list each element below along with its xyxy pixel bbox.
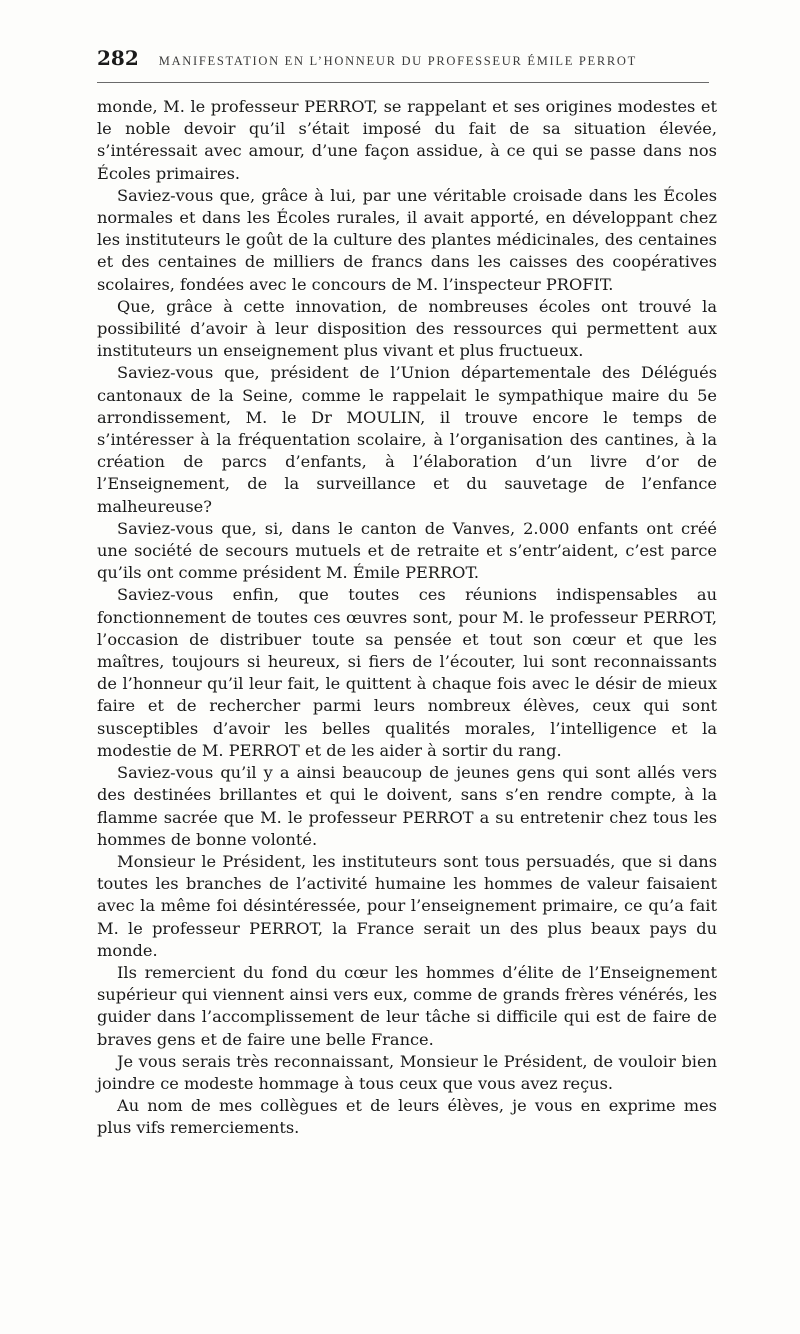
paragraph: Saviez-vous que, grâce à lui, par une véritable croisade dans les Écoles normales et dans les Écoles rurales, il avait apporté, en développant chez les instituteurs le goût de la culture des plantes médicinales, des centaines et des centaines de milliers de francs dans les caisses des coopératives scolaires, fondées avec le concours de M. l’inspecteur PROFIT.: [97, 185, 717, 294]
paragraph: Que, grâce à cette innovation, de nombreuses écoles ont trouvé la possibilité d’avoir à leur disposition des ressources qui permettent aux instituteurs un enseignement plus vivant et plus fructueux.: [97, 296, 717, 361]
page-number: 282: [97, 46, 139, 70]
paragraph: Je vous serais très reconnaissant, Monsieur le Président, de vouloir bien joindre ce modeste hommage à tous ceux que vous avez reçus.: [97, 1051, 717, 1093]
paragraph: Saviez-vous qu’il y a ainsi beaucoup de jeunes gens qui sont allés vers des destinées brillantes et qui le doivent, sans s’en rendre compte, à la flamme sacrée que M. le professeur PERROT a su entretenir chez tous les hommes de bonne volonté.: [97, 763, 717, 849]
paragraph: Saviez-vous que, si, dans le canton de Vanves, 2.000 enfants ont créé une société de secours mutuels et de retraite et s’entr’aident, c’est parce qu’ils ont comme président M. Émile PERROT.: [97, 518, 717, 583]
paragraph: Saviez-vous que, président de l’Union départementale des Délégués cantonaux de la Seine, comme le rappelait le sympathique maire du 5e arrondissement, M. le Dr MOULIN, il trouve encore le temps de s’intéresser à la fréquentation scolaire, à l’organisation des cantines, à la création de parcs d’enfants, à l’élaboration d’un livre d’or de l’Enseignement, de la surveillance et du sauvetage de l’enfance malheureuse?: [97, 363, 717, 516]
paragraph: Monsieur le Président, les instituteurs sont tous persuadés, que si dans toutes les branches de l’activité humaine les hommes de valeur faisaient avec la même foi désintéressée, pour l’enseignement primaire, ce qu’a fait M. le professeur PERROT, la France serait un des plus beaux pays du monde.: [97, 851, 717, 960]
running-head: [97, 46, 707, 76]
body-text: [97, 96, 717, 1140]
paragraph: Au nom de mes collègues et de leurs élèves, je vous en exprime mes plus vifs remerciements.: [97, 1096, 717, 1138]
paragraph: Ils remercient du fond du cœur les hommes d’élite de l’Enseignement supérieur qui viennent ainsi vers eux, comme de grands frères vénérés, les guider dans l’accomplissement de leur tâche si difficile qui est de faire de braves gens et de faire une belle France.: [97, 962, 717, 1049]
running-title: MANIFESTATION EN L’HONNEUR DU PROFESSEUR ÉMILE PERROT: [158, 54, 637, 68]
paragraph: monde, M. le professeur PERROT, se rappelant et ses origines modestes et le noble devoir qu’il s’était imposé du fait de sa situation élevée, s’intéressait avec amour, d’une façon assidue, à ce qui se passe dans nos Écoles primaires.: [97, 97, 717, 183]
header-rule: [97, 82, 709, 83]
paragraph: Saviez-vous enfin, que toutes ces réunions indispensables au fonctionnement de toutes ces œuvres sont, pour M. le professeur PERROT, l’occasion de distribuer toute sa pensée et tout son cœur et que les maîtres, toujours si heureux, si fiers de l’écouter, lui sont reconnaissants de l’honneur qu’il leur fait, le quittent à chaque fois avec le désir de mieux faire et de rechercher parmi leurs nombreux élèves, ceux qui sont susceptibles d’avoir les belles qualités morales, l’intelligence et la modestie de M. PERROT et de les aider à sortir du rang.: [97, 585, 717, 760]
